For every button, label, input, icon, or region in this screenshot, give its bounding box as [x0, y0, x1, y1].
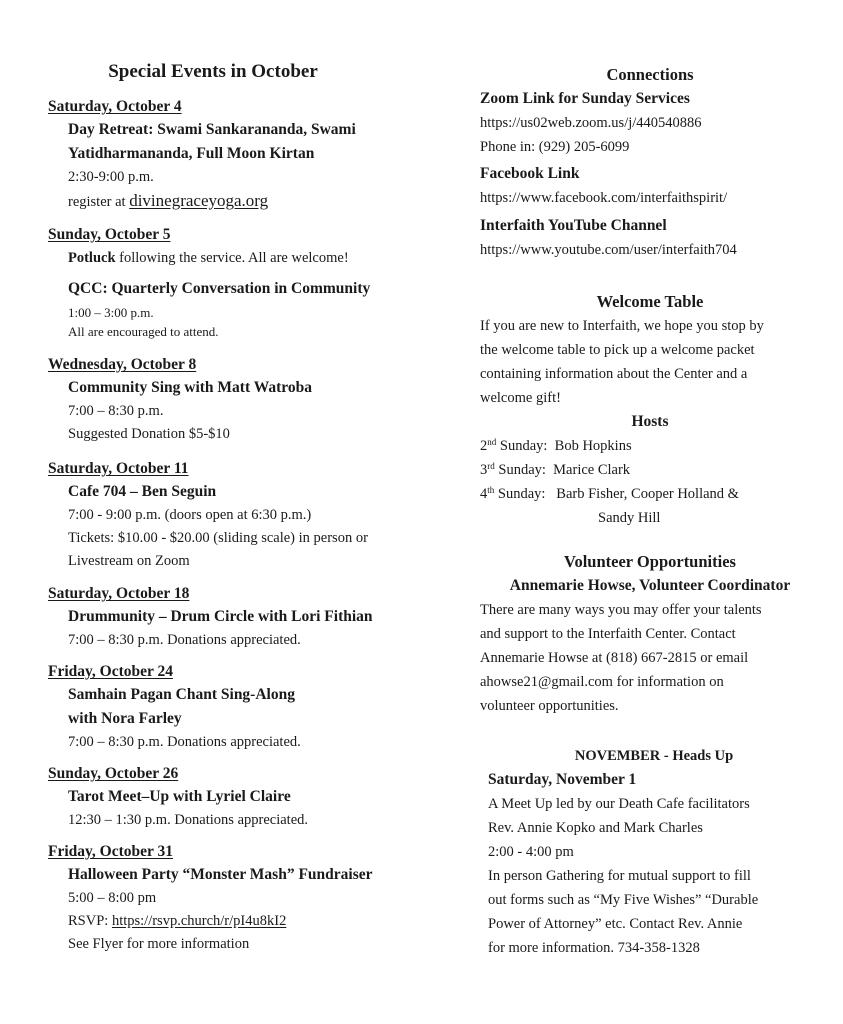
event-date: Saturday, October 18	[48, 585, 190, 602]
zoom-url[interactable]: https://us02web.zoom.us/j/440540886	[480, 115, 702, 131]
rsvp-link[interactable]: https://rsvp.church/r/pI4u8kI2	[111, 913, 287, 929]
event-oct-31	[48, 841, 438, 956]
special-events-title: Special Events in October	[108, 61, 318, 82]
welcome-section	[480, 290, 820, 530]
register-prefix: register at	[68, 194, 130, 210]
event-title-line: with Nora Farley	[68, 710, 182, 727]
event-note: See Flyer for more information	[68, 936, 250, 952]
host-label: Sunday:	[494, 486, 557, 502]
volunteer-section	[480, 550, 820, 718]
host-continuation: Sandy Hill	[598, 510, 661, 526]
november-line: In person Gathering for mutual support to fill	[488, 868, 751, 884]
event-note-line: Livestream on Zoom	[68, 553, 190, 569]
qcc-note: All are encouraged to attend.	[68, 324, 219, 339]
host-label: Sunday:	[496, 438, 555, 454]
host-ordinal-suffix: rd	[487, 461, 495, 471]
register-link[interactable]: divinegraceyoga.org	[129, 191, 269, 210]
host-label: Sunday:	[494, 462, 554, 478]
event-oct-11	[48, 458, 438, 573]
event-title: Halloween Party “Monster Mash” Fundraiser	[68, 866, 373, 883]
welcome-body-line: containing information about the Center and a	[480, 366, 748, 382]
event-oct-5	[48, 224, 438, 341]
event-time: 12:30 – 1:30 p.m. Donations appreciated.	[68, 812, 309, 828]
event-title: Drummunity – Drum Circle with Lori Fithian	[68, 608, 373, 625]
potluck-text: following the service. All are welcome!	[115, 250, 349, 266]
november-title: NOVEMBER - Heads Up	[574, 748, 734, 764]
welcome-body-line: If you are new to Interfaith, we hope you stop by	[480, 318, 764, 334]
welcome-title: Welcome Table	[596, 292, 704, 311]
november-line: Power of Attorney” etc. Contact Rev. Annie	[488, 916, 743, 932]
host-ordinal: 3	[480, 462, 488, 478]
connections-title: Connections	[606, 65, 694, 84]
november-line: 2:00 - 4:00 pm	[488, 844, 574, 860]
welcome-body-line: welcome gift!	[480, 390, 561, 406]
rsvp-prefix: RSVP:	[68, 913, 112, 929]
qcc-title: QCC: Quarterly Conversation in Community	[68, 280, 371, 297]
event-oct-18	[48, 583, 438, 652]
event-time: 5:00 – 8:00 pm	[68, 890, 157, 906]
host-ordinal-suffix: th	[487, 485, 495, 495]
youtube-heading: Interfaith YouTube Channel	[480, 217, 667, 234]
volunteer-body-line: Annemarie Howse at (818) 667-2815 or email	[480, 650, 749, 666]
event-date: Friday, October 24	[48, 663, 173, 680]
event-register	[48, 189, 438, 214]
facebook-heading: Facebook Link	[480, 165, 580, 182]
event-oct-24	[48, 661, 438, 754]
event-time: 7:00 - 9:00 p.m. (doors open at 6:30 p.m.)	[68, 507, 312, 523]
event-title-line: Day Retreat: Swami Sankarananda, Swami	[68, 121, 356, 138]
volunteer-body-line: and support to the Interfaith Center. Contact	[480, 626, 736, 642]
event-date: Sunday, October 5	[48, 226, 171, 243]
event-time: 7:00 – 8:30 p.m.	[68, 403, 164, 419]
host-names: Marice Clark	[553, 462, 631, 478]
hosts-title: Hosts	[631, 413, 669, 430]
host-row	[480, 458, 820, 482]
volunteer-body-line: There are many ways you may offer your talents	[480, 602, 762, 618]
november-line: out forms such as “My Five Wishes” “Durable	[488, 892, 759, 908]
potluck-label: Potluck	[68, 250, 116, 266]
volunteer-body-line: volunteer opportunities.	[480, 698, 619, 714]
event-note: Suggested Donation $5-$10	[68, 426, 230, 442]
youtube-url[interactable]: https://www.youtube.com/user/interfaith704	[480, 242, 737, 258]
volunteer-body-line: ahowse21@gmail.com for information on	[480, 674, 724, 690]
event-date: Saturday, October 11	[48, 460, 189, 477]
volunteer-subtitle: Annemarie Howse, Volunteer Coordinator	[509, 577, 791, 594]
zoom-heading: Zoom Link for Sunday Services	[480, 90, 690, 107]
host-ordinal: 2	[480, 438, 488, 454]
event-date: Sunday, October 26	[48, 765, 179, 782]
event-oct-4	[48, 96, 438, 214]
connections-section	[480, 63, 820, 262]
welcome-body-line: the welcome table to pick up a welcome packet	[480, 342, 755, 358]
event-date: Saturday, October 4	[48, 98, 182, 115]
event-title: Tarot Meet–Up with Lyriel Claire	[68, 788, 291, 805]
november-line: for more information. 734-358-1328	[488, 940, 700, 956]
event-time: 2:30-9:00 p.m.	[68, 169, 154, 185]
host-ordinal-suffix: nd	[487, 437, 497, 447]
host-row	[480, 434, 820, 458]
host-names: Bob Hopkins	[554, 438, 632, 454]
event-rsvp	[48, 910, 438, 933]
november-section	[488, 744, 820, 960]
event-oct-8	[48, 354, 438, 446]
event-date: Friday, October 31	[48, 843, 173, 860]
potluck-line	[48, 247, 438, 270]
event-oct-26	[48, 763, 438, 832]
event-title-line: Yatidharmananda, Full Moon Kirtan	[68, 145, 315, 162]
event-title: Cafe 704 – Ben Seguin	[68, 483, 217, 500]
event-title-line: Samhain Pagan Chant Sing-Along	[68, 686, 295, 703]
host-names: Barb Fisher, Cooper Holland &	[556, 486, 739, 502]
november-date: Saturday, November 1	[488, 771, 637, 788]
host-ordinal: 4	[480, 486, 488, 502]
event-title: Community Sing with Matt Watroba	[68, 379, 313, 396]
event-time: 7:00 – 8:30 p.m. Donations appreciated.	[68, 632, 301, 648]
volunteer-title: Volunteer Opportunities	[564, 552, 736, 571]
event-note-line: Tickets: $10.00 - $20.00 (sliding scale) in person or	[68, 530, 368, 546]
event-date: Wednesday, October 8	[48, 356, 197, 373]
qcc-time: 1:00 – 3:00 p.m.	[68, 305, 154, 320]
november-line: A Meet Up led by our Death Cafe facilitators	[488, 796, 750, 812]
november-line: Rev. Annie Kopko and Mark Charles	[488, 820, 703, 836]
host-row	[480, 482, 820, 506]
facebook-url[interactable]: https://www.facebook.com/interfaithspirit/	[480, 190, 728, 206]
event-time: 7:00 – 8:30 p.m. Donations appreciated.	[68, 734, 301, 750]
zoom-phone: Phone in: (929) 205-6099	[480, 139, 630, 155]
